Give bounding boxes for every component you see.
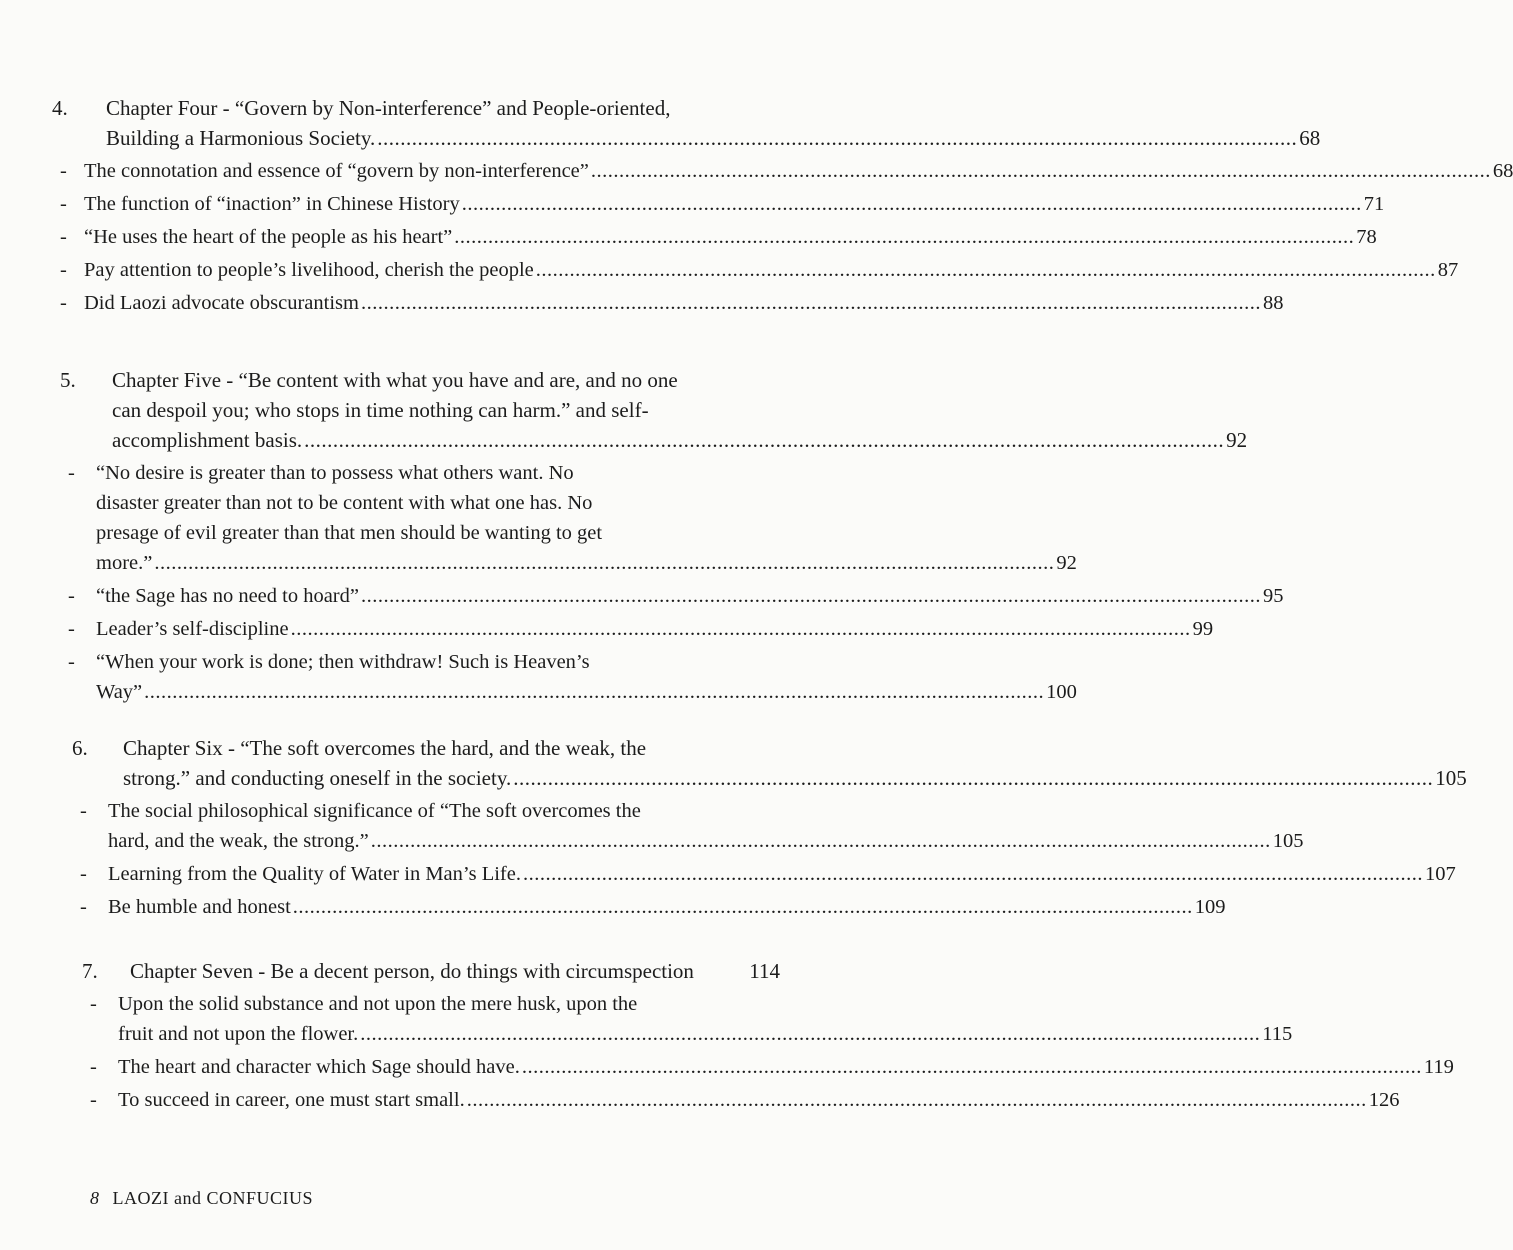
entry-last-line (84, 189, 1384, 219)
dot-leader: ................................................................................................................................................................ (461, 193, 1362, 215)
page-number: 119 (1423, 1056, 1454, 1078)
section-item (52, 222, 1377, 252)
bullet-dash: - (60, 292, 67, 314)
dot-leader: ................................................................................................................................................................ (360, 292, 1261, 314)
section-item (82, 989, 1293, 1049)
entry-text-line: The social philosophical significance of “The soft overcomes the (108, 800, 641, 822)
bullet-dash: - (68, 618, 75, 640)
bullet-dash: - (68, 585, 75, 607)
entry-text-line: more.” (96, 552, 153, 574)
page-footer (90, 1188, 313, 1209)
entry-last-line (84, 156, 1513, 186)
bullet-dash: - (80, 863, 87, 885)
entry-last-line (108, 859, 1456, 889)
dot-leader: ................................................................................................................................................................ (370, 830, 1271, 852)
entry-text-line: “the Sage has no need to hoard” (96, 585, 359, 607)
section-title (96, 581, 1284, 611)
chapter-7-entry (82, 956, 1454, 1115)
chapter-heading (52, 93, 1321, 153)
chapter-number: 7. (82, 959, 98, 983)
bullet-dash: - (80, 800, 87, 822)
entry-last-line (118, 1085, 1399, 1115)
page-number: 114 (749, 959, 780, 983)
section-item (72, 859, 1456, 889)
dot-leader: ................................................................................................................................................................ (454, 226, 1355, 248)
section-list (72, 796, 1456, 922)
bullet-dash: - (90, 1089, 97, 1111)
bullet-dash: - (60, 193, 67, 215)
entry-text-line: Chapter Seven - Be a decent person, do things with circumspection (130, 959, 694, 983)
page-number: 68 (1299, 126, 1321, 150)
footer-page-number: 8 (90, 1188, 100, 1208)
chapter-number: 5. (60, 368, 76, 392)
section-title (96, 458, 1077, 578)
entry-text-line: “He uses the heart of the people as his heart” (84, 226, 453, 248)
section-item (60, 581, 1284, 611)
entry-text-line: accomplishment basis. (112, 428, 303, 452)
entry-text-line: “When your work is done; then withdraw! Such is Heaven’s (96, 651, 590, 673)
dot-leader: ................................................................................................................................................................ (590, 160, 1491, 182)
entry-last-line (123, 763, 1467, 793)
footer-book-title: LAOZI and CONFUCIUS (112, 1188, 313, 1208)
entry-last-line (118, 1019, 1292, 1049)
section-item (82, 1085, 1400, 1115)
chapter-title (106, 93, 1320, 153)
entry-text-line: “No desire is greater than to possess what others want. No (96, 462, 574, 484)
page-number: 92 (1056, 552, 1077, 574)
chapter-6-entry (72, 733, 1467, 922)
entry-text-line: Pay attention to people’s livelihood, cherish the people (84, 259, 534, 281)
section-item (82, 1052, 1454, 1082)
dot-leader: ................................................................................................................................................................ (522, 863, 1423, 885)
section-item (60, 614, 1214, 644)
bullet-dash: - (68, 462, 75, 484)
dot-leader: ................................................................................................................................................................ (144, 681, 1045, 703)
entry-last-line (108, 892, 1226, 922)
section-title (118, 1052, 1454, 1082)
section-item (60, 458, 1077, 578)
section-title (84, 288, 1283, 318)
dot-leader: ................................................................................................................................................................ (290, 618, 1191, 640)
entry-last-line (96, 614, 1213, 644)
bullet-dash: - (60, 160, 67, 182)
page-number: 87 (1437, 259, 1459, 281)
entry-text-line: Chapter Five - “Be content with what you have and are, and no one (112, 368, 678, 392)
page-number: 71 (1363, 193, 1385, 215)
entry-last-line (96, 548, 1077, 578)
page-number: 68 (1492, 160, 1513, 182)
chapter-title (112, 365, 1247, 455)
dot-leader: ................................................................................................................................................................ (535, 259, 1436, 281)
page-number: 107 (1424, 863, 1456, 885)
section-title (108, 859, 1456, 889)
section-item (72, 892, 1226, 922)
section-item (52, 189, 1385, 219)
entry-text-line: Chapter Four - “Govern by Non-interference” and People-oriented, (106, 96, 671, 120)
section-title (96, 647, 1077, 707)
chapter-title (130, 956, 780, 986)
section-item (52, 156, 1513, 186)
chapter-number: 6. (72, 736, 88, 760)
entry-text-line: can despoil you; who stops in time nothing can harm.” and self- (112, 398, 649, 422)
bullet-dash: - (90, 1056, 97, 1078)
entry-text-line: Be humble and honest (108, 896, 291, 918)
chapter-heading (60, 365, 1248, 455)
chapter-4-entry (52, 93, 1513, 318)
entry-text-line: Did Laozi advocate obscurantism (84, 292, 359, 314)
page-number: 100 (1046, 681, 1077, 703)
page-number: 88 (1262, 292, 1284, 314)
page-number: 95 (1263, 585, 1284, 607)
page-number: 78 (1356, 226, 1377, 248)
bullet-dash: - (60, 259, 67, 281)
entry-last-line (96, 581, 1284, 611)
entry-last-line (84, 255, 1458, 285)
section-title (84, 222, 1377, 252)
entry-text-line: Chapter Six - “The soft overcomes the hard, and the weak, the (123, 736, 647, 760)
dot-leader: ................................................................................................................................................................ (304, 428, 1225, 452)
page-number: 115 (1262, 1023, 1293, 1045)
entry-text-line: The heart and character which Sage should have. (118, 1056, 520, 1078)
entry-last-line (130, 956, 780, 986)
page-number: 92 (1226, 428, 1248, 452)
entry-last-line (118, 1052, 1454, 1082)
dot-leader: ................................................................................................................................................................ (521, 1056, 1422, 1078)
entry-text-line: disaster greater than not to be content with what one has. No (96, 492, 593, 514)
entry-text-line: Upon the solid substance and not upon the mere husk, upon the (118, 993, 638, 1015)
dot-leader: ................................................................................................................................................................ (466, 1089, 1367, 1111)
section-item (52, 288, 1284, 318)
entry-text-line: strong.” and conducting oneself in the society. (123, 766, 512, 790)
dot-leader: ................................................................................................................................................................ (513, 766, 1434, 790)
chapter-title (123, 733, 1467, 793)
section-item (52, 255, 1459, 285)
entry-last-line (84, 222, 1377, 252)
page-number: 105 (1272, 830, 1304, 852)
entry-text-line: Leader’s self-discipline (96, 618, 289, 640)
section-item (72, 796, 1304, 856)
entry-text-line: hard, and the weak, the strong.” (108, 830, 369, 852)
section-list (60, 458, 1284, 707)
entry-last-line (108, 826, 1303, 856)
entry-last-line (84, 288, 1283, 318)
section-title (84, 255, 1458, 285)
page-number: 109 (1194, 896, 1226, 918)
dot-leader: ................................................................................................................................................................ (377, 126, 1298, 150)
entry-text-line: presage of evil greater than that men should be wanting to get (96, 522, 603, 544)
dot-leader: ................................................................................................................................................................ (361, 585, 1261, 607)
entry-text-line: Way” (96, 681, 143, 703)
section-title (96, 614, 1213, 644)
section-title (118, 989, 1292, 1049)
entry-text-line: Building a Harmonious Society. (106, 126, 376, 150)
bullet-dash: - (90, 993, 97, 1015)
entry-last-line (112, 425, 1247, 455)
dot-leader: ................................................................................................................................................................ (360, 1023, 1261, 1045)
entry-text-line: fruit and not upon the flower. (118, 1023, 359, 1045)
entry-text-line: The connotation and essence of “govern by non-interference” (84, 160, 589, 182)
dot-leader: ................................................................................................................................................................ (154, 552, 1055, 574)
section-title (84, 156, 1513, 186)
chapter-heading (72, 733, 1467, 793)
bullet-dash: - (60, 226, 67, 248)
chapter-heading (82, 956, 780, 986)
chapter-5-entry (60, 365, 1284, 707)
entry-last-line (106, 123, 1320, 153)
section-item (60, 647, 1077, 707)
entry-last-line (96, 677, 1077, 707)
entry-text-line: To succeed in career, one must start small. (118, 1089, 465, 1111)
page-number: 99 (1192, 618, 1214, 640)
section-list (52, 156, 1513, 318)
section-list (82, 989, 1454, 1115)
section-title (108, 892, 1226, 922)
chapter-number: 4. (52, 96, 68, 120)
entry-text-line: Learning from the Quality of Water in Man’s Life. (108, 863, 521, 885)
section-title (84, 189, 1384, 219)
page-number: 105 (1435, 766, 1467, 790)
bullet-dash: - (68, 651, 75, 673)
entry-text-line: The function of “inaction” in Chinese History (84, 193, 460, 215)
dot-leader: ................................................................................................................................................................ (292, 896, 1193, 918)
section-title (108, 796, 1303, 856)
page-number: 126 (1368, 1089, 1400, 1111)
bullet-dash: - (80, 896, 87, 918)
section-title (118, 1085, 1399, 1115)
